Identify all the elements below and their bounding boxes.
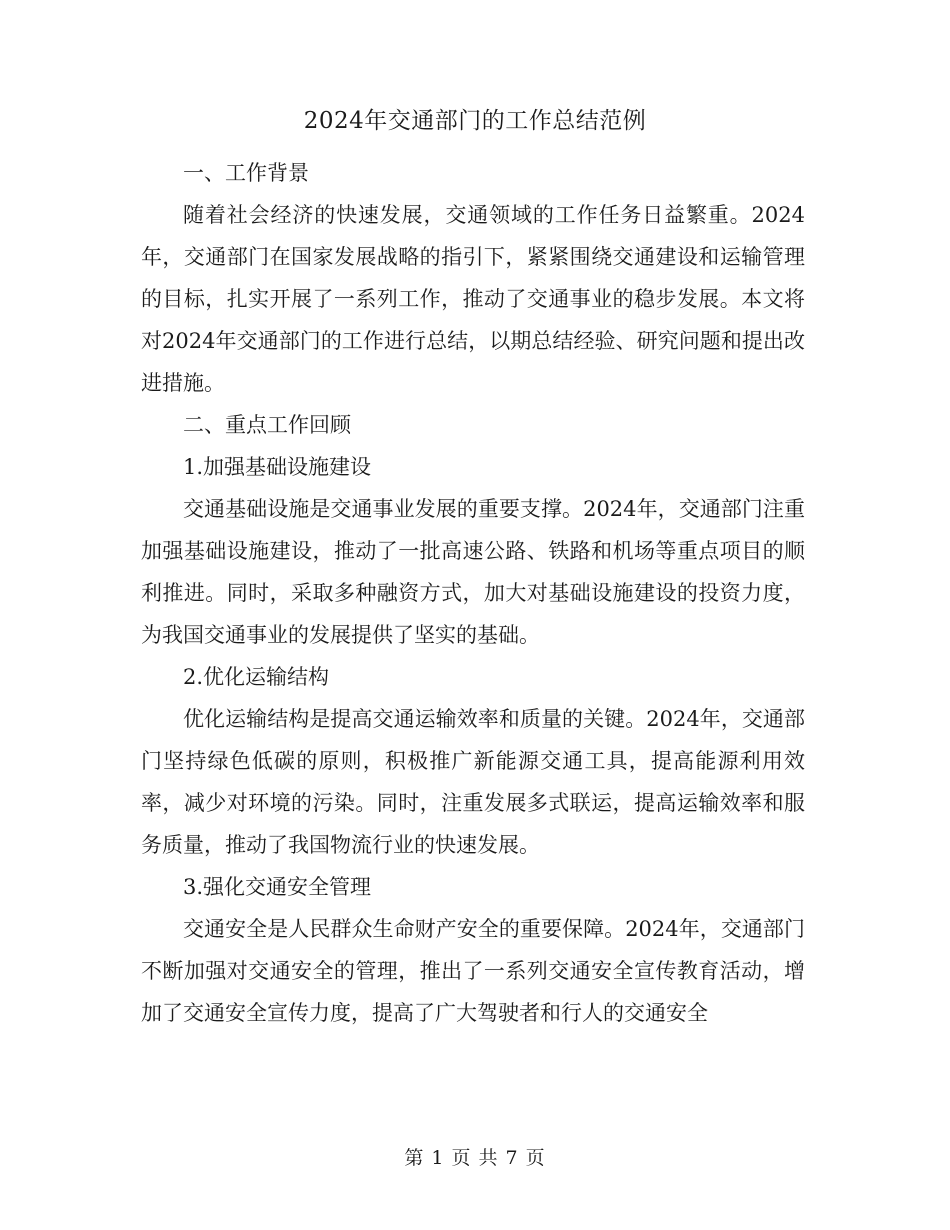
section-heading-review: 二、重点工作回顾 bbox=[183, 413, 351, 437]
document-title: 2024年交通部门的工作总结范例 bbox=[303, 108, 647, 134]
subheading-transport-structure: 2.优化运输结构 bbox=[183, 665, 330, 689]
paragraph-transport-structure: 优化运输结构是提高交通运输效率和质量的关键。2024年，交通部门坚持绿色低碳的原则，积极推广新能源交通工具，提高能源利用效率，减少对环境的污染。同时，注重发展多式联运，提高运输效率和服务质量，推动了我国物流行业的快速发展。 bbox=[141, 707, 805, 857]
document-body bbox=[141, 152, 805, 1034]
subheading-infrastructure: 1.加强基础设施建设 bbox=[183, 455, 372, 479]
page-number-footer: 第 1 页 共 7 页 bbox=[404, 1147, 546, 1169]
paragraph-infrastructure: 交通基础设施是交通事业发展的重要支撑。2024年，交通部门注重加强基础设施建设，推动了一批高速公路、铁路和机场等重点项目的顺利推进。同时，采取多种融资方式，加大对基础设施建设的投资力度，为我国交通事业的发展提供了坚实的基础。 bbox=[141, 497, 805, 647]
section-heading-background: 一、工作背景 bbox=[183, 161, 309, 185]
subheading-safety: 3.强化交通安全管理 bbox=[183, 875, 372, 899]
paragraph-safety: 交通安全是人民群众生命财产安全的重要保障。2024年，交通部门不断加强对交通安全的管理，推出了一系列交通安全宣传教育活动，增加了交通安全宣传力度，提高了广大驾驶者和行人的交通安全 bbox=[141, 917, 805, 1025]
paragraph-background: 随着社会经济的快速发展，交通领域的工作任务日益繁重。2024年，交通部门在国家发展战略的指引下，紧紧围绕交通建设和运输管理的目标，扎实开展了一系列工作，推动了交通事业的稳步发展。本文将对2024年交通部门的工作进行总结，以期总结经验、研究问题和提出改进措施。 bbox=[141, 203, 805, 395]
